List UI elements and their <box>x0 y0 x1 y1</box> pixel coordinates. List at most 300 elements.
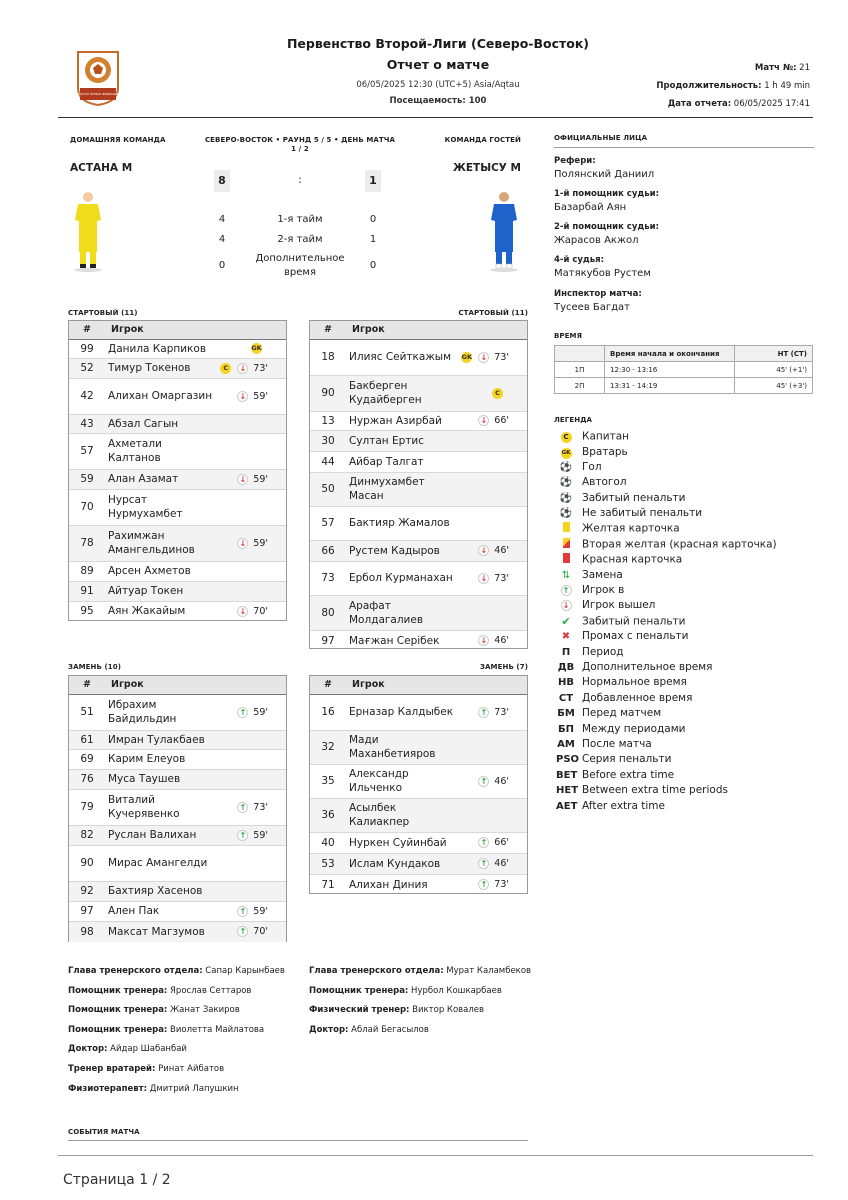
own-goal-icon-glyph: ⚽ <box>559 477 573 489</box>
period-home-score: 0 <box>218 260 226 271</box>
player-name: Данила Карпиков <box>105 339 216 358</box>
legend-item <box>556 615 686 630</box>
match-number-value: 21 <box>799 63 810 73</box>
player-name: Ахметали Калтанов <box>105 433 216 469</box>
official-role: Рефери: <box>554 156 596 166</box>
player-out-icon: ↓ <box>237 391 248 402</box>
legend-label: Желтая карточка <box>582 522 680 535</box>
player-number: 73 <box>310 561 346 595</box>
player-out-icon: ↓ <box>237 363 248 374</box>
legend-item <box>556 723 685 738</box>
player-name: Тимур Токенов <box>105 358 216 378</box>
staff-role: Помощник тренера: <box>68 1024 168 1035</box>
player-events <box>216 339 286 358</box>
time-row <box>555 362 813 378</box>
official-name: Матякубов Рустем <box>554 268 651 279</box>
away-subs-table <box>310 676 527 895</box>
legend-abbr: П <box>561 646 571 658</box>
player-name: Бахтияр Хасенов <box>105 881 216 901</box>
player-in-icon: ↑ <box>478 776 489 787</box>
legend-label: Дополнительное время <box>582 661 713 673</box>
player-number: 44 <box>310 451 346 472</box>
player-name: Мади Маханбетияров <box>346 730 457 764</box>
penalty-scored-icon-glyph: ⚽ <box>559 492 573 504</box>
player-name: Руслан Валихан <box>105 825 216 845</box>
time-range: 12:30 - 13:16 <box>605 362 735 378</box>
substitution-icon-glyph: ⇅ <box>561 569 571 581</box>
player-row <box>310 430 527 451</box>
legend-label: Игрок в <box>582 584 625 596</box>
legend-item <box>556 553 682 568</box>
period-label: 1-я тайм <box>277 214 323 225</box>
player-row <box>310 540 527 561</box>
legend-item <box>556 599 655 614</box>
player-events <box>457 430 527 451</box>
time-col-ht: HT (CT) <box>735 346 813 362</box>
event-minute: 59' <box>253 905 268 917</box>
legend-item <box>556 430 629 445</box>
player-number: 16 <box>310 694 346 730</box>
substitution-icon <box>556 569 576 581</box>
legend-label: Before extra time <box>582 768 675 781</box>
player-number: 50 <box>310 472 346 506</box>
player-row <box>69 581 286 601</box>
player-events <box>216 525 286 561</box>
player-number: 98 <box>69 921 105 942</box>
legend-abbr: HET <box>556 785 579 797</box>
time-range: 13:31 - 14:19 <box>605 378 735 394</box>
officials-divider <box>554 147 814 148</box>
legend-item <box>556 569 623 584</box>
player-number: 57 <box>310 506 346 540</box>
player-number: 66 <box>310 540 346 561</box>
time-title: ВРЕМЯ <box>554 332 583 340</box>
event-minute: 59' <box>253 390 268 402</box>
legend-label: Не забитый пенальти <box>582 507 703 519</box>
legend-item <box>556 461 602 476</box>
report-date-label: Дата отчета: <box>667 99 732 109</box>
player-events <box>457 832 527 853</box>
player-out-icon-glyph: ↓ <box>561 600 572 611</box>
staff-role: Тренер вратарей: <box>68 1064 156 1074</box>
logo-lettering: ҚАЗАҚСТАН ФУТБОЛ ФЕДЕРАЦИЯСЫ <box>74 93 122 96</box>
staff-member <box>68 1025 264 1035</box>
legend-abbr: AET <box>556 800 578 812</box>
player-number: 59 <box>69 469 105 489</box>
player-in-icon: ↑ <box>478 837 489 848</box>
staff-name: Аблай Бегасылов <box>351 1024 429 1035</box>
player-out-icon: ↓ <box>478 635 489 646</box>
player-name: Динмухамбет Масан <box>346 472 457 506</box>
player-name: Мағжан Серібек <box>346 630 457 651</box>
legend-label: Вторая желтая (красная карточка) <box>582 538 777 551</box>
player-events <box>216 694 286 730</box>
staff-role: Доктор: <box>68 1044 108 1055</box>
legend-item <box>556 492 686 507</box>
legend-label: Серия пенальти <box>582 753 672 766</box>
player-row <box>310 798 527 832</box>
legend-item <box>556 476 627 491</box>
legend-abbr: PSO <box>556 754 580 766</box>
player-number: 53 <box>310 853 346 874</box>
legend-abbr: АМ <box>557 739 575 750</box>
player-number: 90 <box>69 845 105 881</box>
player-row <box>310 339 527 375</box>
shootout-missed-icon <box>556 630 576 642</box>
staff-name: Айдар Шабанбай <box>110 1044 187 1055</box>
legend-item <box>556 630 688 645</box>
penalty-missed-icon-glyph: ⚽ <box>559 508 573 519</box>
player-row <box>69 433 286 469</box>
col-player-header: Игрок <box>105 676 286 694</box>
staff-member <box>68 1084 239 1094</box>
player-name: Муса Таушев <box>105 769 216 789</box>
player-events <box>216 358 286 378</box>
official-name: Полянский Даниил <box>554 169 655 180</box>
player-row <box>69 525 286 561</box>
player-name: Илияс Сейткажым <box>346 339 457 375</box>
time-row <box>555 378 813 394</box>
staff-member <box>309 1025 429 1035</box>
player-number: 70 <box>69 489 105 525</box>
event-minute: 73' <box>494 879 509 891</box>
player-name: Нуржан Азирбай <box>346 411 457 430</box>
away-kit-icon <box>486 190 522 274</box>
player-out-icon: ↓ <box>478 415 489 426</box>
player-number: 97 <box>69 901 105 921</box>
legend-label: Нормальное время <box>582 676 687 689</box>
player-row <box>69 694 286 730</box>
goal-icon-glyph: ⚽ <box>559 461 573 473</box>
player-number: 36 <box>310 798 346 832</box>
player-events <box>457 798 527 832</box>
legend-item <box>556 753 671 768</box>
player-in-icon: ↑ <box>237 926 248 937</box>
staff-member <box>309 986 502 996</box>
time-ht: 45' (+3') <box>735 378 813 394</box>
time-table <box>554 345 813 394</box>
page-number: Страница 1 / 2 <box>63 1172 171 1188</box>
staff-role: Физиотерапевт: <box>68 1083 147 1094</box>
player-row <box>69 921 286 942</box>
player-number: 57 <box>69 433 105 469</box>
player-number: 42 <box>69 378 105 414</box>
period-home-score: 4 <box>218 234 226 245</box>
legend-abbr: НВ <box>558 677 574 689</box>
officials-title: ОФИЦИАЛЬНЫЕ ЛИЦА <box>554 134 648 142</box>
player-number: 99 <box>69 339 105 358</box>
shootout-scored-icon-glyph: ✔ <box>561 614 571 628</box>
second-yellow-icon <box>556 538 576 551</box>
staff-name: Виолетта Майлатова <box>170 1024 265 1035</box>
staff-role: Физический тренер: <box>309 1005 410 1016</box>
report-date-value: 06/05/2025 17:41 <box>733 99 810 109</box>
home-subs-label: ЗАМЕНЬ (10) <box>68 663 122 671</box>
player-row <box>310 694 527 730</box>
home-team-name: АСТАНА М <box>70 162 133 174</box>
player-events <box>216 881 286 901</box>
player-row <box>69 730 286 749</box>
player-number: 91 <box>69 581 105 601</box>
home-kit-icon <box>70 190 106 274</box>
legend-label: После матча <box>582 738 652 750</box>
player-out-icon: ↓ <box>237 606 248 617</box>
player-name: Айбар Талгат <box>346 451 457 472</box>
legend-item <box>556 507 702 522</box>
player-events <box>216 789 286 825</box>
event-minute: 59' <box>253 473 268 485</box>
player-row <box>310 853 527 874</box>
staff-name: Жанат Закиров <box>170 1005 240 1016</box>
attendance-label: Посещаемость: <box>389 96 466 106</box>
event-minute: 73' <box>494 572 509 584</box>
legend-label: Игрок вышел <box>582 599 656 612</box>
legend-item <box>556 800 665 815</box>
legend-abbr: БМ <box>557 708 575 720</box>
official-role: 1-й помощник судьи: <box>554 189 659 199</box>
events-divider <box>68 1140 528 1141</box>
player-events <box>457 764 527 798</box>
player-name: Аян Жакайым <box>105 601 216 621</box>
player-events <box>216 601 286 621</box>
home-team-label: ДОМАШНЯЯ КОМАНДА <box>70 136 166 144</box>
player-row <box>69 789 286 825</box>
player-number: 71 <box>310 874 346 895</box>
period-label: Дополнительное время <box>255 253 345 278</box>
period-away-score: 0 <box>369 214 377 225</box>
player-events <box>216 414 286 433</box>
duration-value: 1 h 49 min <box>764 81 810 91</box>
legend-label: Добавленное время <box>582 691 693 704</box>
player-row <box>310 472 527 506</box>
staff-name: Виктор Ковалев <box>412 1005 485 1016</box>
player-number: 80 <box>310 595 346 630</box>
player-in-icon-glyph: ↑ <box>561 585 572 596</box>
player-events <box>457 540 527 561</box>
col-number-header: # <box>69 321 105 339</box>
legend-item <box>556 522 680 537</box>
player-row <box>310 595 527 630</box>
player-name: Алихан Омаргазин <box>105 378 216 414</box>
legend-title: ЛЕГЕНДА <box>554 416 593 424</box>
player-events <box>457 630 527 651</box>
player-name: Бакберген Кудайберген <box>346 375 457 411</box>
player-events <box>216 769 286 789</box>
player-events <box>216 921 286 942</box>
player-in-icon: ↑ <box>237 707 248 718</box>
away-subs-label: ЗАМЕНЬ (7) <box>479 663 528 671</box>
federation-logo <box>74 50 122 106</box>
legend-label: Забитый пенальти <box>582 615 686 628</box>
player-row <box>310 832 527 853</box>
player-name: Айтуар Токен <box>105 581 216 601</box>
official-name: Жарасов Акжол <box>554 235 639 246</box>
player-row <box>310 451 527 472</box>
event-minute: 66' <box>494 415 509 426</box>
player-events <box>216 561 286 581</box>
table-header-row <box>69 321 286 339</box>
player-in-icon: ↑ <box>478 858 489 869</box>
event-minute: 73' <box>494 351 509 363</box>
player-in-icon: ↑ <box>478 879 489 890</box>
player-number: 35 <box>310 764 346 798</box>
player-number: 92 <box>69 881 105 901</box>
attendance <box>200 96 676 106</box>
period-away-score: 1 <box>369 234 377 245</box>
player-out-icon: ↓ <box>237 538 248 549</box>
away-team-label: КОМАНДА ГОСТЕЙ <box>444 136 521 144</box>
event-minute: 46' <box>494 775 509 787</box>
player-row <box>310 411 527 430</box>
time-period: 1П <box>555 362 605 378</box>
legend-item <box>556 445 628 460</box>
player-name: Рустем Кадыров <box>346 540 457 561</box>
captain-icon: C <box>220 363 231 374</box>
match-datetime: 06/05/2025 12:30 (UTC+5) Asia/Aqtau <box>356 80 520 90</box>
goalkeeper-icon: GK <box>251 344 262 352</box>
legend-label: After extra time <box>582 799 665 812</box>
staff-role: Помощник тренера: <box>68 1005 168 1016</box>
header-divider <box>58 117 813 118</box>
legend-abbr: ДВ <box>557 662 575 673</box>
legend-item <box>556 784 728 799</box>
staff-name: Ринат Айбатов <box>158 1064 225 1074</box>
staff-role: Глава тренерского отдела: <box>309 966 444 976</box>
event-minute: 59' <box>253 829 268 841</box>
footer-divider <box>58 1155 813 1156</box>
event-minute: 70' <box>253 605 268 617</box>
event-minute: 73' <box>494 706 509 718</box>
player-events <box>216 378 286 414</box>
col-player-header: Игрок <box>346 676 527 694</box>
player-in-icon <box>556 584 576 596</box>
player-name: Ерназар Калдыбек <box>346 694 457 730</box>
player-row <box>310 375 527 411</box>
player-events <box>216 749 286 769</box>
player-name: Ален Пак <box>105 901 216 921</box>
player-row <box>69 561 286 581</box>
competition-title: Первенство Второй-Лиги (Северо-Восток) <box>286 36 590 51</box>
player-out-icon <box>556 599 576 611</box>
col-player-header: Игрок <box>105 321 286 339</box>
staff-role: Доктор: <box>309 1024 349 1035</box>
period-away-score: 0 <box>369 260 377 271</box>
col-number-header: # <box>310 321 346 339</box>
player-name: Виталий Кучерявенко <box>105 789 216 825</box>
player-number: 78 <box>69 525 105 561</box>
legend-abbr: BET <box>556 769 578 781</box>
player-in-icon: ↑ <box>478 707 489 718</box>
event-minute: 66' <box>494 837 509 848</box>
player-row <box>310 630 527 651</box>
player-number: 40 <box>310 832 346 853</box>
player-name: Арафат Молдагалиев <box>346 595 457 630</box>
player-row <box>69 769 286 789</box>
legend-label: Забитый пенальти <box>582 491 686 504</box>
match-number <box>755 63 810 73</box>
goalkeeper-icon <box>556 445 576 459</box>
player-number: 43 <box>69 414 105 433</box>
time-header-row <box>555 346 813 362</box>
staff-member <box>68 1064 224 1074</box>
player-name: Карим Елеуов <box>105 749 216 769</box>
player-number: 61 <box>69 730 105 749</box>
shootout-missed-icon-glyph: ✖ <box>561 631 571 643</box>
player-events <box>457 339 527 375</box>
event-minute: 46' <box>494 635 509 647</box>
legend-item <box>556 646 624 661</box>
legend-label: Промах с пенальти <box>582 630 689 643</box>
own-goal-icon <box>556 476 576 488</box>
player-number: 95 <box>69 601 105 621</box>
col-player-header: Игрок <box>346 321 527 339</box>
staff-role: Глава тренерского отдела: <box>68 966 203 976</box>
staff-name: Нурбол Кошкарбаев <box>411 985 502 996</box>
player-row <box>310 561 527 595</box>
legend-label: Гол <box>582 460 602 473</box>
player-events <box>457 472 527 506</box>
player-number: 79 <box>69 789 105 825</box>
home-starting-table <box>69 321 286 621</box>
player-name: Ербол Курманахан <box>346 561 457 595</box>
match-duration <box>656 81 810 91</box>
player-name: Асылбек Калиакпер <box>346 798 457 832</box>
player-events <box>457 853 527 874</box>
period-home-score: 4 <box>218 214 226 225</box>
player-row <box>69 378 286 414</box>
player-name: Султан Ертис <box>346 430 457 451</box>
goalkeeper-icon-glyph: GK <box>561 448 572 459</box>
player-number: 30 <box>310 430 346 451</box>
event-minute: 46' <box>494 545 509 556</box>
penalty-missed-icon <box>556 507 576 519</box>
legend-item <box>556 676 687 691</box>
time-period: 2П <box>555 378 605 394</box>
time-ht: 45' (+1') <box>735 362 813 378</box>
staff-member <box>309 966 531 976</box>
score-separator: : <box>298 173 302 186</box>
duration-label: Продолжительность: <box>656 81 762 91</box>
player-events <box>216 901 286 921</box>
player-in-icon: ↑ <box>237 830 248 841</box>
player-name: Нурсат Нурмухамбет <box>105 489 216 525</box>
staff-name: Мурат Каламбеков <box>446 966 532 976</box>
match-number-label: Матч №: <box>754 63 797 73</box>
staff-name: Дмитрий Лапушкин <box>149 1083 239 1094</box>
player-events <box>457 375 527 411</box>
legend-item <box>556 584 624 599</box>
player-name: Имран Тулакбаев <box>105 730 216 749</box>
player-events <box>216 433 286 469</box>
player-name: Александр Ильченко <box>346 764 457 798</box>
player-events <box>457 506 527 540</box>
player-events <box>216 730 286 749</box>
staff-name: Ярослав Сеттаров <box>170 985 252 996</box>
staff-member <box>68 1044 187 1054</box>
legend-label: Замена <box>582 568 623 581</box>
events-title: СОБЫТИЯ МАТЧА <box>68 1128 140 1136</box>
player-number: 90 <box>310 375 346 411</box>
event-minute: 46' <box>494 858 509 869</box>
legend-label: Капитан <box>582 430 629 443</box>
staff-role: Помощник тренера: <box>68 985 168 996</box>
player-number: 69 <box>69 749 105 769</box>
legend-label: Between extra time periods <box>582 784 728 797</box>
player-row <box>310 730 527 764</box>
captain-icon: C <box>492 388 503 399</box>
player-row <box>69 845 286 881</box>
event-minute: 70' <box>253 926 268 938</box>
